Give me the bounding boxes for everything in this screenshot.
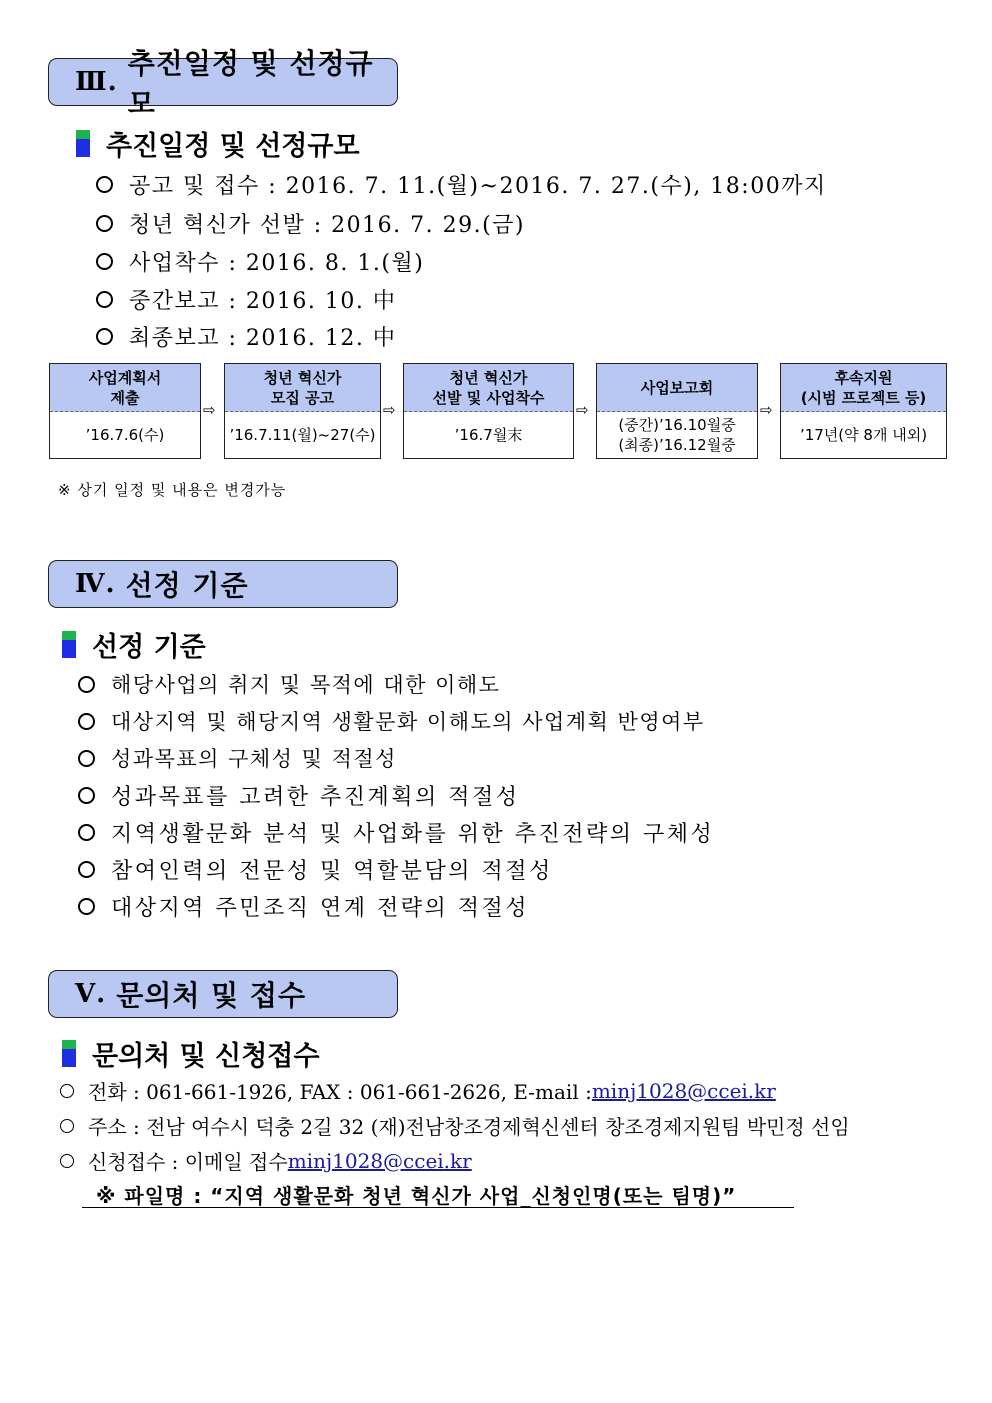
section-5-header bbox=[48, 970, 398, 1018]
subsection-schedule bbox=[76, 124, 360, 163]
criteria-item: 해당사업의 취지 및 목적에 대한 이해도 bbox=[78, 669, 500, 699]
section-number: Ⅳ. bbox=[75, 569, 116, 599]
circle-bullet-icon bbox=[96, 291, 113, 308]
flow-step: 사업계획서 제출 ’16.7.6(수) bbox=[49, 363, 201, 459]
circle-bullet-icon bbox=[78, 787, 95, 804]
flow-arrow-icon: ⇨ bbox=[576, 401, 589, 419]
filename-note: ※ 파일명 : “지역 생활문화 청년 혁신가 사업_신청인명(또는 팀명)” bbox=[82, 1180, 794, 1208]
circle-bullet-icon bbox=[78, 898, 95, 915]
contact-apply: 신청접수 : 이메일 접수 minj1028@ccei.kr bbox=[60, 1146, 472, 1175]
flow-arrow-icon: ⇨ bbox=[383, 401, 396, 419]
email-link[interactable]: minj1028@ccei.kr bbox=[591, 1078, 776, 1103]
bullet-marker-icon bbox=[76, 130, 90, 157]
circle-bullet-icon bbox=[78, 713, 95, 730]
schedule-item: 최종보고 : 2016. 12. 中 bbox=[96, 321, 396, 352]
circle-bullet-icon bbox=[96, 176, 113, 193]
circle-bullet-icon bbox=[78, 824, 95, 841]
contact-address: 주소 : 전남 여수시 덕충 2길 32 (재)전남창조경제혁신센터 창조경제지원팀 박민정 선임 bbox=[60, 1111, 850, 1140]
circle-bullet-icon bbox=[96, 328, 113, 345]
flow-step: 사업보고회 (중간)’16.10월중 (최종)’16.12월중 bbox=[596, 363, 758, 459]
bullet-marker-icon bbox=[62, 1040, 76, 1067]
flow-step: 후속지원 (시범 프로젝트 등) ’17년(약 8개 내외) bbox=[780, 363, 947, 459]
subsection-title: 선정 기준 bbox=[92, 632, 206, 663]
circle-bullet-icon bbox=[78, 676, 95, 693]
contact-phone: 전화 : 061-661-1926, FAX : 061-661-2626, E-mail : minj1028@ccei.kr bbox=[60, 1076, 776, 1105]
circle-bullet-icon bbox=[60, 1119, 74, 1133]
schedule-item: 공고 및 접수 : 2016. 7. 11.(월)~2016. 7. 27.(수), 18:00까지 bbox=[96, 169, 827, 200]
criteria-item: 참여인력의 전문성 및 역할분담의 적절성 bbox=[78, 854, 553, 885]
circle-bullet-icon bbox=[96, 253, 113, 270]
section-title: 추진일정 및 선정규모 bbox=[127, 47, 374, 120]
criteria-item: 지역생활문화 분석 및 사업화를 위한 추진전략의 구체성 bbox=[78, 817, 714, 848]
section-4-header bbox=[48, 560, 398, 608]
flow-step: 청년 혁신가 선발 및 사업착수 ’16.7월末 bbox=[403, 363, 574, 459]
criteria-item: 대상지역 주민조직 연계 전략의 적절성 bbox=[78, 891, 529, 922]
schedule-item: 중간보고 : 2016. 10. 中 bbox=[96, 284, 396, 315]
section-3-header bbox=[48, 47, 398, 120]
section-title: 선정 기준 bbox=[125, 569, 249, 602]
subsection-contact bbox=[62, 1034, 319, 1073]
circle-bullet-icon bbox=[78, 861, 95, 878]
schedule-note: ※ 상기 일정 및 내용은 변경가능 bbox=[58, 481, 287, 499]
subsection-criteria bbox=[62, 625, 206, 664]
email-link[interactable]: minj1028@ccei.kr bbox=[287, 1148, 472, 1173]
criteria-item: 성과목표를 고려한 추진계획의 적절성 bbox=[78, 780, 520, 811]
circle-bullet-icon bbox=[78, 750, 95, 767]
schedule-item: 청년 혁신가 선발 : 2016. 7. 29.(금) bbox=[96, 208, 525, 239]
criteria-item: 대상지역 및 해당지역 생활문화 이해도의 사업계획 반영여부 bbox=[78, 706, 705, 736]
schedule-flow bbox=[49, 363, 949, 461]
flow-arrow-icon: ⇨ bbox=[203, 401, 216, 419]
subsection-title: 문의처 및 신청접수 bbox=[92, 1041, 320, 1072]
schedule-item: 사업착수 : 2016. 8. 1.(월) bbox=[96, 246, 424, 277]
circle-bullet-icon bbox=[60, 1084, 74, 1098]
bullet-marker-icon bbox=[62, 631, 76, 658]
section-number: Ⅴ. bbox=[75, 979, 107, 1009]
section-number: Ⅲ. bbox=[75, 67, 118, 97]
circle-bullet-icon bbox=[60, 1154, 74, 1168]
section-title: 문의처 및 접수 bbox=[116, 979, 307, 1012]
flow-arrow-icon: ⇨ bbox=[760, 401, 773, 419]
circle-bullet-icon bbox=[96, 215, 113, 232]
criteria-item: 성과목표의 구체성 및 적절성 bbox=[78, 743, 397, 773]
flow-step: 청년 혁신가 모집 공고 ’16.7.11(월)~27(수) bbox=[224, 363, 381, 459]
subsection-title: 추진일정 및 선정규모 bbox=[106, 131, 360, 162]
